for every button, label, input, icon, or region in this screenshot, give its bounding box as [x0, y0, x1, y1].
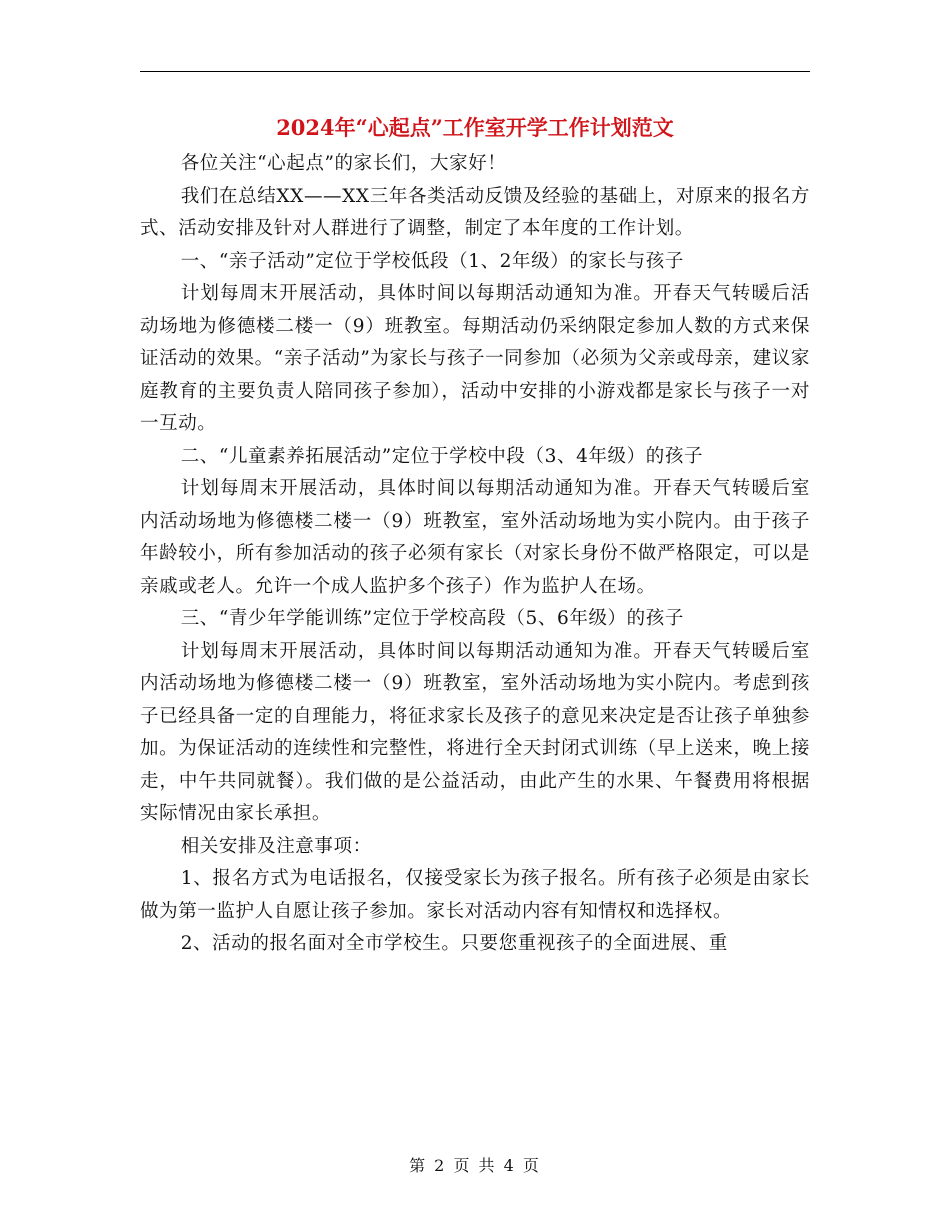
paragraph-section-1: 计划每周末开展活动，具体时间以每期活动通知为准。开春天气转暖后活动场地为修德楼二楼一（9）班教室。每期活动仍采纳限定参加人数的方式来保证活动的效果。“亲子活动”为家长与孩子一同参加（必须为父亲或母亲，建议家庭教育的主要负责人陪同孩子参加），活动中安排的小游戏都是家长与孩子一对一互动。: [140, 283, 810, 434]
note-item-2: 2、活动的报名面对全市学校生。只要您重视孩子的全面进展、重: [180, 933, 728, 954]
paragraph-section-3: 计划每周末开展活动，具体时间以每期活动通知为准。开春天气转暖后室内活动场地为修德楼二楼一（9）班教室，室外活动场地为实小院内。考虑到孩子已经具备一定的自理能力，将征求家长及孩子的意见来决定是否让孩子单独参加。为保证活动的连续性和完整性，将进行全天封闭式训练（早上送来，晚上接走，中午共同就餐）。我们做的是公益活动，由此产生的水果、午餐费用将根据实际情况由家长承担。: [140, 640, 810, 824]
note-item-1: 1、报名方式为电话报名，仅接受家长为孩子报名。所有孩子必须是由家长做为第一监护人自愿让孩子参加。家长对活动内容有知情权和选择权。: [140, 868, 810, 922]
paragraph-greeting: 各位关注“心起点”的家长们，大家好！: [180, 153, 507, 174]
document-title: 2024年“心起点”工作室开学工作计划范文: [276, 115, 674, 140]
notes-heading: 相关安排及注意事项：: [180, 835, 372, 857]
paragraph-intro: 我们在总结XX——XX三年各类活动反馈及经验的基础上，对原来的报名方式、活动安排及针对人群进行了调整，制定了本年度的工作计划。: [140, 185, 810, 239]
header-rule: [140, 71, 810, 72]
page-footer: 第 2 页 共 4 页: [409, 1156, 541, 1175]
section-heading-3: 三、“青少年学能训练”定位于学校高段（5、6年级）的孩子: [180, 608, 684, 629]
section-heading-2: 二、“儿童素养拓展活动”定位于学校中段（3、4年级）的孩子: [180, 445, 704, 467]
document-body: [140, 148, 810, 961]
section-heading-1: 一、“亲子活动”定位于学校低段（1、2年级）的家长与孩子: [180, 250, 684, 272]
paragraph-section-2: 计划每周末开展活动，具体时间以每期活动通知为准。开春天气转暖后室内活动场地为修德楼二楼一（9）班教室，室外活动场地为实小院内。由于孩子年龄较小，所有参加活动的孩子必须有家长（对家长身份不做严格限定，可以是亲戚或老人。允许一个成人监护多个孩子）作为监护人在场。: [140, 478, 810, 597]
